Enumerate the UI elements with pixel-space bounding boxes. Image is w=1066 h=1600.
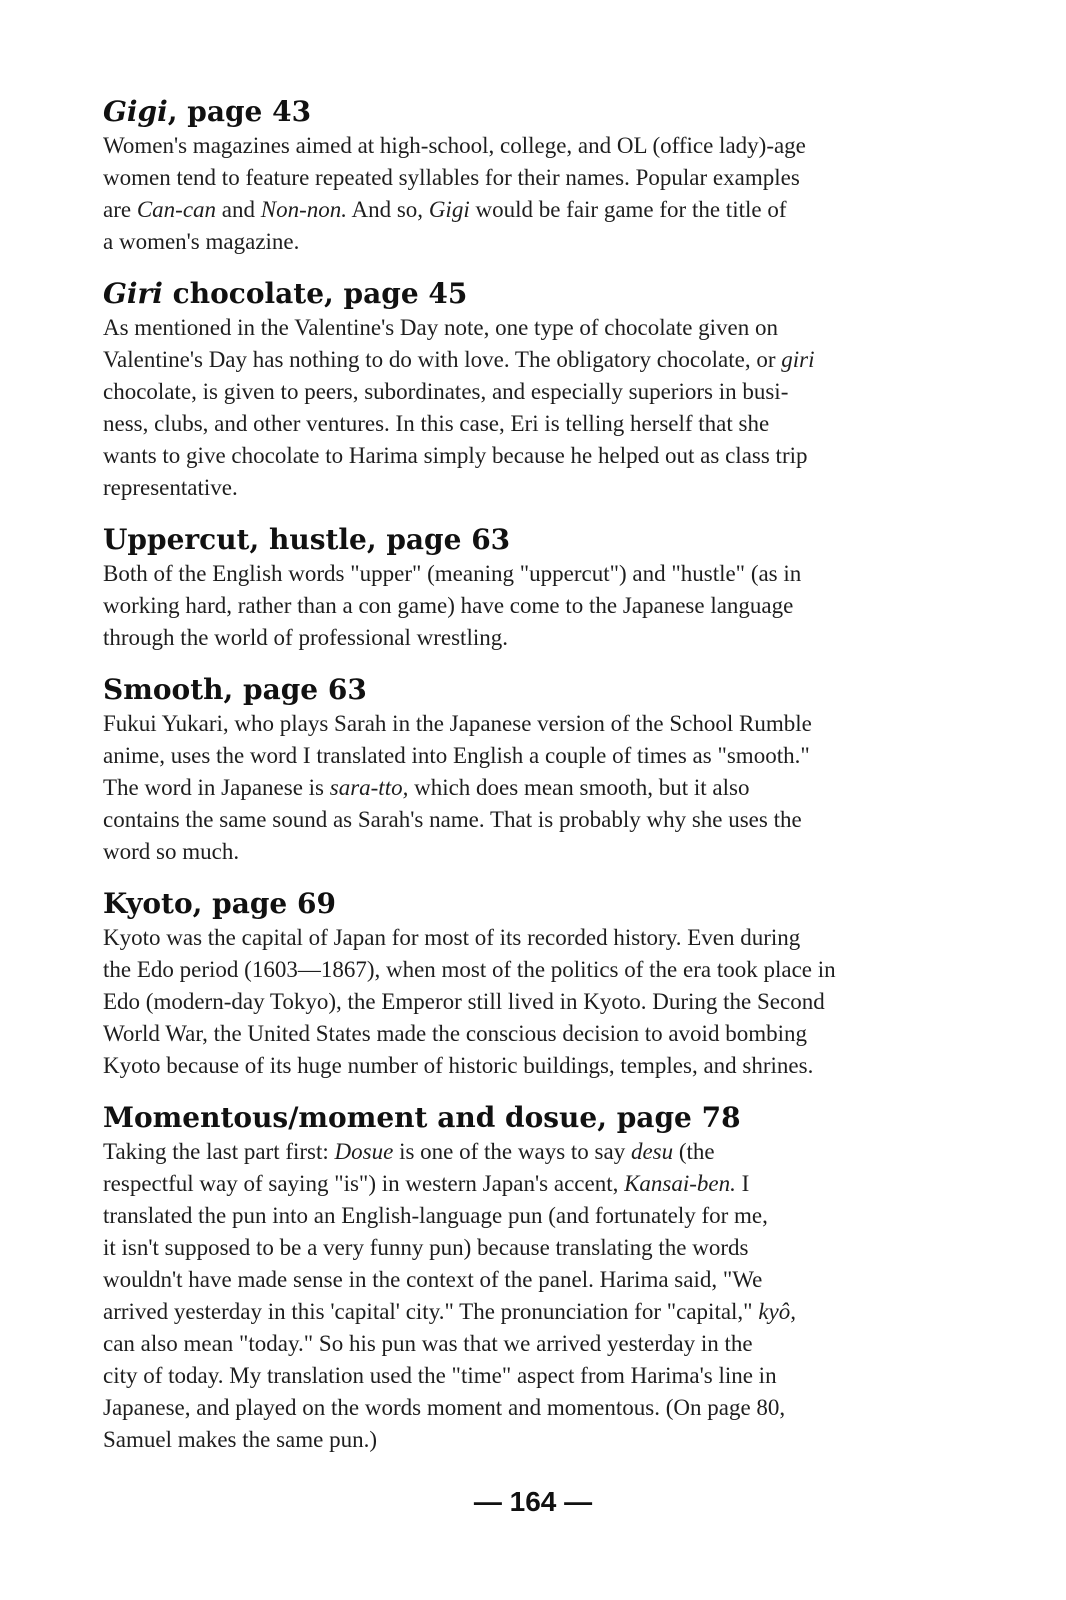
note-line (103, 1232, 983, 1264)
text-run: respectful way of saying "is") in western Japan's accent, (103, 1171, 625, 1196)
note-line (103, 1424, 983, 1456)
note-line (103, 344, 983, 376)
text-run: Fukui Yukari, who plays Sarah in the Japanese version of the School Rumble (103, 711, 812, 736)
text-run: representative. (103, 475, 238, 500)
japanese-term: Can-can (136, 197, 217, 222)
text-run: (the (673, 1139, 715, 1164)
note-line (103, 1296, 983, 1328)
text-run: The word in Japanese is (103, 775, 330, 800)
note-title-text: Momentous/moment and dosue, page 78 (103, 1101, 741, 1134)
japanese-term: Non-non. (260, 197, 348, 222)
note-line (103, 1264, 983, 1296)
note-title (103, 90, 983, 130)
note-line (103, 590, 983, 622)
note-section (103, 518, 983, 654)
note-line (103, 1136, 983, 1168)
note-title (103, 272, 983, 312)
note-section (103, 272, 983, 504)
text-run: World War, the United States made the conscious decision to avoid bombing (103, 1021, 807, 1046)
note-line (103, 1328, 983, 1360)
text-run: Valentine's Day has nothing to do with love. The obligatory chocolate, or (103, 347, 782, 372)
note-line (103, 804, 983, 836)
note-line (103, 622, 983, 654)
text-run: As mentioned in the Valentine's Day note, one type of chocolate given on (103, 315, 779, 340)
note-line (103, 408, 983, 440)
text-run: a women's magazine. (103, 229, 300, 254)
note-line (103, 130, 983, 162)
note-line (103, 836, 983, 868)
note-body (103, 130, 983, 258)
note-line (103, 440, 983, 472)
note-line (103, 312, 983, 344)
note-title-text: Smooth, page 63 (103, 673, 367, 706)
note-body (103, 558, 983, 654)
text-run: Kyoto because of its huge number of historic buildings, temples, and shrines. (103, 1053, 814, 1078)
note-line (103, 376, 983, 408)
text-run: Taking the last part first: (103, 1139, 335, 1164)
note-line (103, 472, 983, 504)
note-section (103, 668, 983, 868)
note-line (103, 162, 983, 194)
text-run: I (735, 1171, 750, 1196)
text-run: chocolate, is given to peers, subordinates, and especially superiors in busi- (103, 379, 789, 404)
note-title-term: Gigi (103, 95, 168, 128)
text-run: and (216, 197, 261, 222)
text-run: the Edo period (1603—1867), when most of the politics of the era took place in (103, 957, 836, 982)
text-run: Samuel makes the same pun.) (103, 1427, 378, 1452)
note-section (103, 1096, 983, 1456)
note-line (103, 708, 983, 740)
note-line (103, 772, 983, 804)
text-run: Edo (modern-day Tokyo), the Emperor still lived in Kyoto. During the Second (103, 989, 825, 1014)
japanese-term: Gigi (428, 197, 470, 222)
text-run: which does mean smooth, but it also (408, 775, 750, 800)
note-body (103, 922, 983, 1082)
page-number: — 164 — (473, 1486, 593, 1517)
text-run: ness, clubs, and other ventures. In this case, Eri is telling herself that she (103, 411, 770, 436)
note-line (103, 1200, 983, 1232)
text-run: Kyoto was the capital of Japan for most of its recorded history. Even during (103, 925, 801, 950)
note-title-text: Kyoto, page 69 (103, 887, 336, 920)
text-run: would be fair game for the title of (469, 197, 787, 222)
note-title (103, 882, 983, 922)
text-run: anime, uses the word I translated into English a couple of times as "smooth." (103, 743, 810, 768)
note-line (103, 1168, 983, 1200)
note-title-text: , page 43 (167, 95, 312, 128)
text-run: contains the same sound as Sarah's name. That is probably why she uses the (103, 807, 802, 832)
text-run: Both of the English words "upper" (meaning "uppercut") and "hustle" (as in (103, 561, 802, 586)
note-title (103, 1096, 983, 1136)
text-run: through the world of professional wrestling. (103, 625, 508, 650)
text-run: working hard, rather than a con game) have come to the Japanese language (103, 593, 794, 618)
text-run: And so, (347, 197, 429, 222)
note-section (103, 882, 983, 1082)
japanese-term: sara-tto, (329, 775, 409, 800)
text-run: is one of the ways to say (393, 1139, 631, 1164)
japanese-term: kyô, (758, 1299, 796, 1324)
note-line (103, 1360, 983, 1392)
note-body (103, 312, 983, 504)
note-line (103, 954, 983, 986)
text-run: city of today. My translation used the "time" aspect from Harima's line in (103, 1363, 777, 1388)
note-line (103, 1018, 983, 1050)
note-line (103, 194, 983, 226)
text-run: are (103, 197, 137, 222)
text-run: women tend to feature repeated syllables for their names. Popular examples (103, 165, 800, 190)
note-title-text: chocolate, page 45 (162, 277, 468, 310)
text-run: arrived yesterday in this 'capital' city." The pronunciation for "capital," (103, 1299, 759, 1324)
note-title-term: Giri (103, 277, 163, 310)
note-body (103, 1136, 983, 1456)
note-line (103, 226, 983, 258)
note-title-text: Uppercut, hustle, page 63 (103, 523, 511, 556)
text-run: wants to give chocolate to Harima simply because he helped out as class trip (103, 443, 808, 468)
text-run: can also mean "today." So his pun was that we arrived yesterday in the (103, 1331, 753, 1356)
note-section (103, 90, 983, 258)
text-run: it isn't supposed to be a very funny pun) because translating the words (103, 1235, 749, 1260)
note-line (103, 922, 983, 954)
note-body (103, 708, 983, 868)
japanese-term: Kansai-ben. (624, 1171, 736, 1196)
note-title (103, 668, 983, 708)
text-run: translated the pun into an English-language pun (and fortunately for me, (103, 1203, 768, 1228)
text-run: Women's magazines aimed at high-school, college, and OL (office lady)-age (103, 133, 806, 158)
text-run: Japanese, and played on the words moment and momentous. (On page 80, (103, 1395, 786, 1420)
note-line (103, 740, 983, 772)
text-run: wouldn't have made sense in the context of the panel. Harima said, "We (103, 1267, 763, 1292)
note-line (103, 986, 983, 1018)
note-line (103, 558, 983, 590)
note-line (103, 1392, 983, 1424)
japanese-term: Dosue (334, 1139, 394, 1164)
note-line (103, 1050, 983, 1082)
japanese-term: desu (630, 1139, 674, 1164)
text-run: word so much. (103, 839, 240, 864)
translation-notes (103, 90, 983, 1470)
note-title (103, 518, 983, 558)
japanese-term: giri (781, 347, 815, 372)
